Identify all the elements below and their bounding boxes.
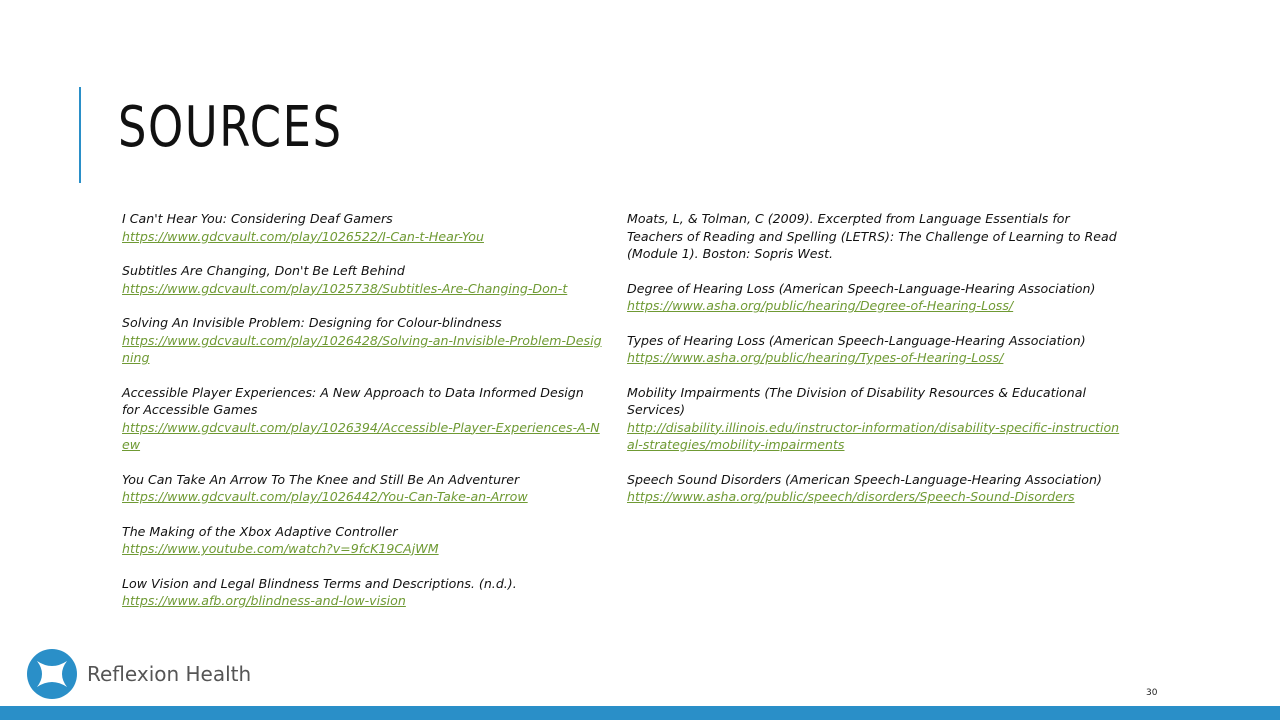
reference-link[interactable]: http://disability.illinois.edu/instructor-information/disability-specific-instructional-strategies/mobility-impairments xyxy=(627,419,1120,452)
reference-link[interactable]: https://www.gdcvault.com/play/1026522/I-Can-t-Hear-You xyxy=(122,228,484,244)
page-title: SOURCES xyxy=(118,95,343,160)
footer-bar xyxy=(0,706,1280,720)
reference-item xyxy=(627,332,1123,367)
reference-link[interactable]: https://www.asha.org/public/speech/disorders/Speech-Sound-Disorders xyxy=(627,489,1075,504)
reference-link[interactable]: https://www.gdcvault.com/play/1026442/You-Can-Take-an-Arrow xyxy=(122,489,528,504)
reference-link[interactable]: https://www.afb.org/blindness-and-low-vision xyxy=(122,593,406,608)
references-left-column xyxy=(122,210,604,627)
reference-title: Mobility Impairments (The Division of Disability Resources & Educational Services) xyxy=(627,384,1086,417)
reference-item xyxy=(122,384,604,454)
references-right-column xyxy=(627,210,1123,523)
reference-item xyxy=(122,314,604,367)
reference-title: The Making of the Xbox Adaptive Controller xyxy=(122,523,398,539)
logo-text: Reflexion Health xyxy=(87,662,252,686)
reference-title: I Can't Hear You: Considering Deaf Gamers xyxy=(122,211,393,226)
reference-item xyxy=(122,262,604,297)
reference-title: Types of Hearing Loss (American Speech-Language-Hearing Association) xyxy=(627,332,1086,348)
reference-item xyxy=(627,471,1123,506)
reference-title: Moats, L, & Tolman, C (2009). Excerpted from Language Essentials for Teachers of Reading and Spelling (LETRS): The Challenge of Learning to Read (Module 1). Boston: Sopris West. xyxy=(627,211,1117,261)
reference-link[interactable]: https://www.gdcvault.com/play/1025738/Subtitles-Are-Changing-Don-t xyxy=(122,280,568,296)
title-accent-rule xyxy=(79,87,81,183)
reference-link[interactable]: https://www.gdcvault.com/play/1026428/Solving-an-Invisible-Problem-Designing xyxy=(122,332,602,365)
reference-title: Accessible Player Experiences: A New Approach to Data Informed Design for Accessible Games xyxy=(122,384,584,417)
reference-item xyxy=(122,210,604,245)
reference-title: Solving An Invisible Problem: Designing for Colour-blindness xyxy=(122,315,502,330)
reference-item xyxy=(122,575,604,610)
reference-item xyxy=(122,471,604,506)
reference-link[interactable]: https://www.asha.org/public/hearing/Degree-of-Hearing-Loss/ xyxy=(627,298,1014,313)
reference-title: Degree of Hearing Loss (American Speech-Language-Hearing Association) xyxy=(627,280,1096,296)
reference-link[interactable]: https://www.youtube.com/watch?v=9fcK19CAjWM xyxy=(122,541,439,556)
reference-title: Subtitles Are Changing, Don't Be Left Behind xyxy=(122,263,405,278)
reference-item xyxy=(627,384,1123,454)
reference-item xyxy=(627,210,1123,263)
reference-item xyxy=(122,523,604,558)
page-number: 30 xyxy=(1146,688,1158,698)
reference-item xyxy=(627,280,1123,315)
reference-title: Speech Sound Disorders (American Speech-Language-Hearing Association) xyxy=(627,471,1102,487)
reference-link[interactable]: https://www.asha.org/public/hearing/Types-of-Hearing-Loss/ xyxy=(627,350,1004,365)
reference-link[interactable]: https://www.gdcvault.com/play/1026394/Accessible-Player-Experiences-A-New xyxy=(122,419,600,452)
reflexion-x-icon xyxy=(27,649,77,699)
company-logo xyxy=(27,649,251,699)
reference-title: Low Vision and Legal Blindness Terms and Descriptions. (n.d.). xyxy=(122,575,517,591)
reference-title: You Can Take An Arrow To The Knee and Still Be An Adventurer xyxy=(122,471,520,487)
